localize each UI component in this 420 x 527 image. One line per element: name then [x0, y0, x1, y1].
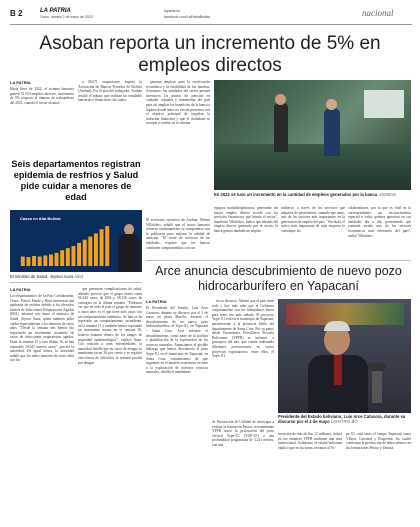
main-bottom-col-3-text: indirecto, a través de los servicios que adquiere de proveedores, sumado que tanto, uno de los sectores más importantes en la generación de empleo del país. "Sin duda, el activo más importante de toda empresa lo constituye los — [281, 206, 345, 233]
right-story-col-5-text: pe-X1, está tanto el campo Yapacaní como Víbora, Cascabel y Boquerón, los cuales confirman la producción de hidrocarburos en las formaciones Petaca y Yantata. — [346, 432, 411, 450]
main-col-3-text: generan empleos para la reactivación económica y la estabilidad de las familias. Asimismo, las entidades del sector prestan incentivos los puntos de atención en ciudades capitales e intermedias del país para así ampliar los beneficios de la banca a lugares donde antes no existía presencia con el objetivo principal de impulsar la inclusión financiera y que el ciudadano se acerque a confiar en el sistema. — [146, 80, 210, 126]
bank-photo — [214, 80, 411, 190]
chart-bar-3 — [32, 256, 36, 266]
right-story-col-2 — [212, 299, 274, 417]
minister-figure — [118, 224, 140, 272]
right-story-col-1 — [146, 306, 208, 522]
right-story-top-rule — [146, 260, 411, 261]
left-story-headline: Seis departamentos registran epidemia de resfríos y Salud pide cuidar a menores de edad — [11, 159, 141, 202]
right-story-col-3-text: de Perforación de Utilidad de investigar a evaluar la formación Petaca, recientemente YPFB inició la perforación del pozo vertical Yope-X1 (YOP-X1) a una profundidad programada de 3.241 metros, con una — [212, 420, 274, 447]
arce-photo-credit: LAPATRIA.BO — [330, 419, 358, 424]
right-story-col-2-text: en su discurso. Afirmó que el país tiene todo y hoy más sabe que el Gobierno conjuntamente con los trabajadores busca para tener ese país soñado. El proyecto Yope-X1 está en el municipio de Yapacaní, perteneciente a la provincia Ichilo del departamento de Santa Cruz. Por su parte, desde Yacimientos Petrolíferos Fiscales Bolivianos (YPFB) se informó, a principios del año, que cuenta realizando diferentes perforaciones en varios proyectos exploratorios, entre ellos, el Yope-X1. — [212, 299, 274, 359]
section-name: nacional — [362, 8, 394, 18]
brand-logo: LA PATRIA — [40, 8, 71, 14]
left-story-caption-text: El ministro de Salud, Jeyson Auza — [10, 274, 74, 279]
page-number: B 2 — [10, 9, 23, 18]
chart-bar-9 — [66, 248, 70, 266]
chart-bar-6 — [49, 254, 53, 266]
main-col-1 — [10, 87, 74, 153]
chart-bar-14 — [94, 233, 98, 266]
right-story-col-1-text: El Presidente del Estado, Luis Arce Catacora, durante su discurso por el 1 de mayo en plaza Murillo, anunció el descubrimiento de un nuevo pozo hidrocarburífero, el Yope-X1, en Yapacaní - Santa Cruz. Arce informó el descubrimiento, como parte de la política y planificación de la exploración de los recursos naturales. Anunciamos el posible hallazgo que hemos descubierto el pozo Yope-X1 en el municipio de Yapacaní, en Santa Cruz, comunicamos de que seguimos en el modelo económico en base a la exploración de nuestros recursos naturales, detalló el mandatario — [146, 306, 208, 375]
left-story-col-1 — [10, 294, 74, 522]
right-story-col-4-text: inversión de más de $us 13 millones, indicó en ese entonces YPFB mediante una nota institucional. Asimismo, la estatal boliviana explicó que en las zonas cercanas al Yo- — [278, 432, 342, 450]
chart-title: Casos en Alta Bolivia — [20, 216, 61, 221]
chart-bar-7 — [55, 253, 59, 266]
right-story-col-5 — [346, 432, 411, 522]
main-bottom-col-1-text: El secretario ejecutivo de Asoban, Nelson Villalobos, señaló que el sector bancario refuerza continuamente su compromiso con la población para mejorar la calidad de atención. "El cierre de servicios de las entidades, requiere que los bancos continúen comprometidos con sus — [146, 218, 210, 250]
chart-bar-2 — [26, 257, 30, 266]
left-story-kicker: LA PATRIA — [10, 287, 31, 292]
bank-photo-credit: ASOBAN — [378, 192, 396, 197]
main-bottom-col-4-text: colaboradores, por lo que es vital en la correspondiente un reconocimiento especial a todos quienes apuestan en sus entidades día a día, permitiendo que continúe siendo uno de los sectores económicos más relevantes del país", indicó Villalobos. — [348, 206, 411, 238]
right-story-headline: Arce anuncia descubrimiento de nuevo pozo hidrocarburífero en Yapacaní — [155, 264, 402, 293]
left-caption-rule — [10, 282, 142, 283]
main-kicker: LA PATRIA — [10, 80, 31, 85]
main-col-1-text: Hasta fines de 2022, el sistema bancario generó 31.554 empleos directos, incremento de 5% respecto al número de trabajadores del 2021, cuando el sector alcanzó — [10, 87, 74, 105]
chart-bar-11 — [77, 243, 81, 266]
main-col-2-text: a 30.071 ocupaciones, reportó la Asociación de Bancos Privados de Bolivia (Asoban). Por el alza del trabajador, Asoban resaltó el trabajo que realizan las entidades bancarias e financieras, las cuales — [78, 80, 142, 103]
right-story-kicker: LA PATRIA — [146, 299, 167, 304]
left-story-col-2 — [78, 287, 142, 522]
epidemic-chart-photo — [10, 210, 142, 272]
main-col-2 — [78, 80, 142, 153]
main-bottom-col-3 — [281, 206, 345, 258]
bank-photo-caption-text: En 2022 se tuvo un incremento en la cantidad de empleos generados por la banca — [214, 192, 378, 197]
chart-bar-4 — [38, 257, 42, 266]
header-rule — [10, 24, 412, 25]
left-story-caption — [10, 274, 142, 279]
chart-bar-15 — [100, 229, 104, 266]
main-bottom-col-1 — [146, 218, 210, 258]
chart-bar-10 — [71, 246, 75, 266]
right-story-col-3 — [212, 420, 274, 522]
header-web: lapatria.bo — [164, 9, 181, 13]
left-story-col-2-text: que presentan complicaciones de salud, además, precisó que el grupo etario suma 56.340 casos de IRA y 58.116 casos de contagios en la última semana. "Podemos ver que en todo el país el grupo de menores a cinco años es el que tiene más casos con un comportamiento endémico. Se han ve ha reportado un comportamiento ascendente, en la semana 15 y también hemos reportado un incremento menor en la semana 16, todavía estamos dentro de los rangos de seguridad epidemiológica", explicó Auza. Con relación a otras enfermedades, la autoridad detalló que en casos de dengue se mantienen en un 30 por ciento y se registró otra tónica de fallecidos la semana pasada por dengue. — [78, 287, 142, 365]
right-story-col-4 — [278, 432, 342, 522]
chart-bar-5 — [43, 256, 47, 267]
chart-bar-13 — [88, 237, 92, 266]
arce-photo-caption-text: Presidente del Estado boliviano, Luis Arce Catacora, durante su discurso por el 1 de mayo — [278, 414, 406, 424]
main-bottom-col-2 — [214, 206, 278, 258]
chart-bar-8 — [60, 250, 64, 266]
chart-bar-1 — [21, 257, 25, 266]
header-social: facebook.com/LaPatriaBolivia — [164, 15, 211, 19]
main-bottom-col-4 — [348, 206, 411, 258]
arce-photo-caption — [278, 414, 411, 424]
bank-photo-caption — [214, 192, 411, 197]
main-headline: Asoban reporta un incremento de 5% en empleos directos — [39, 33, 381, 76]
left-story-caption-credit: (der) — [74, 274, 84, 279]
main-bottom-col-2-text: equipos multidisciplinarios, generando así mayor empleo directo acorde con los servicios financieros que brinda el sector", manifestó Villalobos. Indicó que además del empleo directo generado por el sector, la banca genera también un empleo — [214, 206, 278, 233]
left-story-col-1-text: Los departamentos de La Paz, Cochabamba, Oruro, Potosí, Pando y Beni atraviesan una epidemia de resfríos debido a los elevados índices de Infecciones Respiratorias Agudas (IRA), informó este lunes el ministro de Salud, Jeyson Auza, quien también pidió cuidar especialmente a los menores de cinco años. "Desde la semana seis hemos ido reportando un incremento sostenido de casos de infecciones respiratorias agudas. Entre la semana 15 y esta última 16, se han reportado 16.647 nuevos casos", precisó la autoridad. De igual forma, la autoridad señaló que los niños menores de cinco años son los — [10, 294, 74, 363]
epidemic-bar-chart — [14, 212, 114, 270]
main-col-3 — [146, 80, 210, 218]
header-date: Oruro, martes 2 de mayo de 2023 — [40, 15, 93, 19]
chart-bar-12 — [83, 240, 87, 266]
chart-bar-16 — [105, 226, 109, 266]
arce-photo — [278, 299, 411, 413]
